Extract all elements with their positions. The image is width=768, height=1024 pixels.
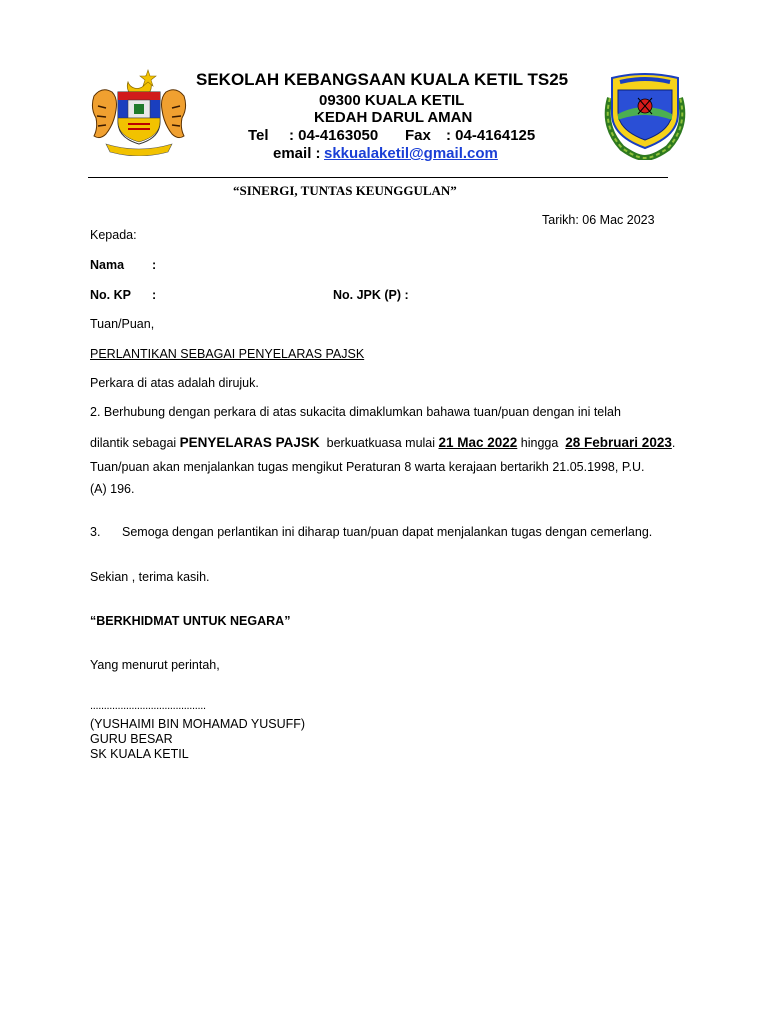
tel-value: : 04-4163050	[289, 127, 379, 144]
paragraph-2-line-4: (A) 196.	[90, 482, 135, 496]
signatory-school: SK KUALA KETIL	[90, 747, 189, 761]
closing-line: Yang menurut perintah,	[90, 658, 220, 672]
paragraph-2-text-b: berkuatkuasa mulai	[319, 436, 439, 450]
paragraph-2-line-2	[90, 435, 675, 450]
letter-date: Tarikh: 06 Mac 2023	[542, 213, 655, 227]
to-label: Kepada:	[90, 228, 137, 242]
letterhead-divider	[88, 177, 668, 178]
tel-label: Tel	[248, 127, 269, 144]
name-colon: :	[152, 258, 157, 272]
end-date: 28 Februari 2023	[565, 435, 672, 450]
slogan: “BERKHIDMAT UNTUK NEGARA”	[90, 614, 291, 628]
school-crest-icon	[598, 68, 692, 160]
paragraph-1: Perkara di atas adalah dirujuk.	[90, 376, 259, 390]
fax-value: : 04-4164125	[446, 127, 536, 144]
paragraph-3-text: Semoga dengan perlantikan ini diharap tuan/puan dapat menjalankan tugas dengan cemerlang.	[122, 525, 653, 539]
salutation: Tuan/Puan,	[90, 317, 155, 331]
thanks-line: Sekian , terima kasih.	[90, 570, 210, 584]
kp-label: No. KP	[90, 288, 131, 302]
state-line: KEDAH DARUL AMAN	[314, 109, 473, 126]
email-label: email :	[273, 145, 321, 162]
start-date: 21 Mac 2022	[438, 435, 518, 450]
name-label: Nama	[90, 258, 125, 272]
postcode-town: 09300 KUALA KETIL	[319, 92, 465, 109]
paragraph-2-text-d: .	[671, 436, 676, 450]
fax-label: Fax	[405, 127, 431, 144]
role-name: PENYELARAS PAJSK	[179, 435, 320, 450]
signature-line: ..........................................	[90, 700, 206, 712]
school-motto: “SINERGI, TUNTAS KEUNGGULAN”	[233, 183, 457, 198]
paragraph-3-number: 3.	[90, 525, 101, 539]
paragraph-2-text-c: hingga	[517, 436, 566, 450]
signatory-title: GURU BESAR	[90, 732, 173, 746]
paragraph-2-line-3: Tuan/puan akan menjalankan tugas mengikut Peraturan 8 warta kerajaan bertarikh 21.05.1998, P.U.	[90, 460, 645, 474]
signatory-name: (YUSHAIMI BIN MOHAMAD YUSUFF)	[90, 717, 306, 731]
jpk-label: No. JPK (P) :	[333, 288, 409, 302]
email-link[interactable]: skkualaketil@gmail.com	[324, 145, 498, 162]
school-name: SEKOLAH KEBANGSAAN KUALA KETIL TS25	[196, 70, 569, 89]
malaysia-coat-of-arms-icon	[88, 66, 190, 156]
kp-colon: :	[152, 288, 157, 302]
letter-subject: PERLANTIKAN SEBAGAI PENYELARAS PAJSK	[90, 347, 365, 361]
paragraph-2-text-a: dilantik sebagai	[90, 436, 180, 450]
paragraph-2-line-1: 2. Berhubung dengan perkara di atas sukacita dimaklumkan bahawa tuan/puan dengan ini telah	[90, 405, 621, 419]
